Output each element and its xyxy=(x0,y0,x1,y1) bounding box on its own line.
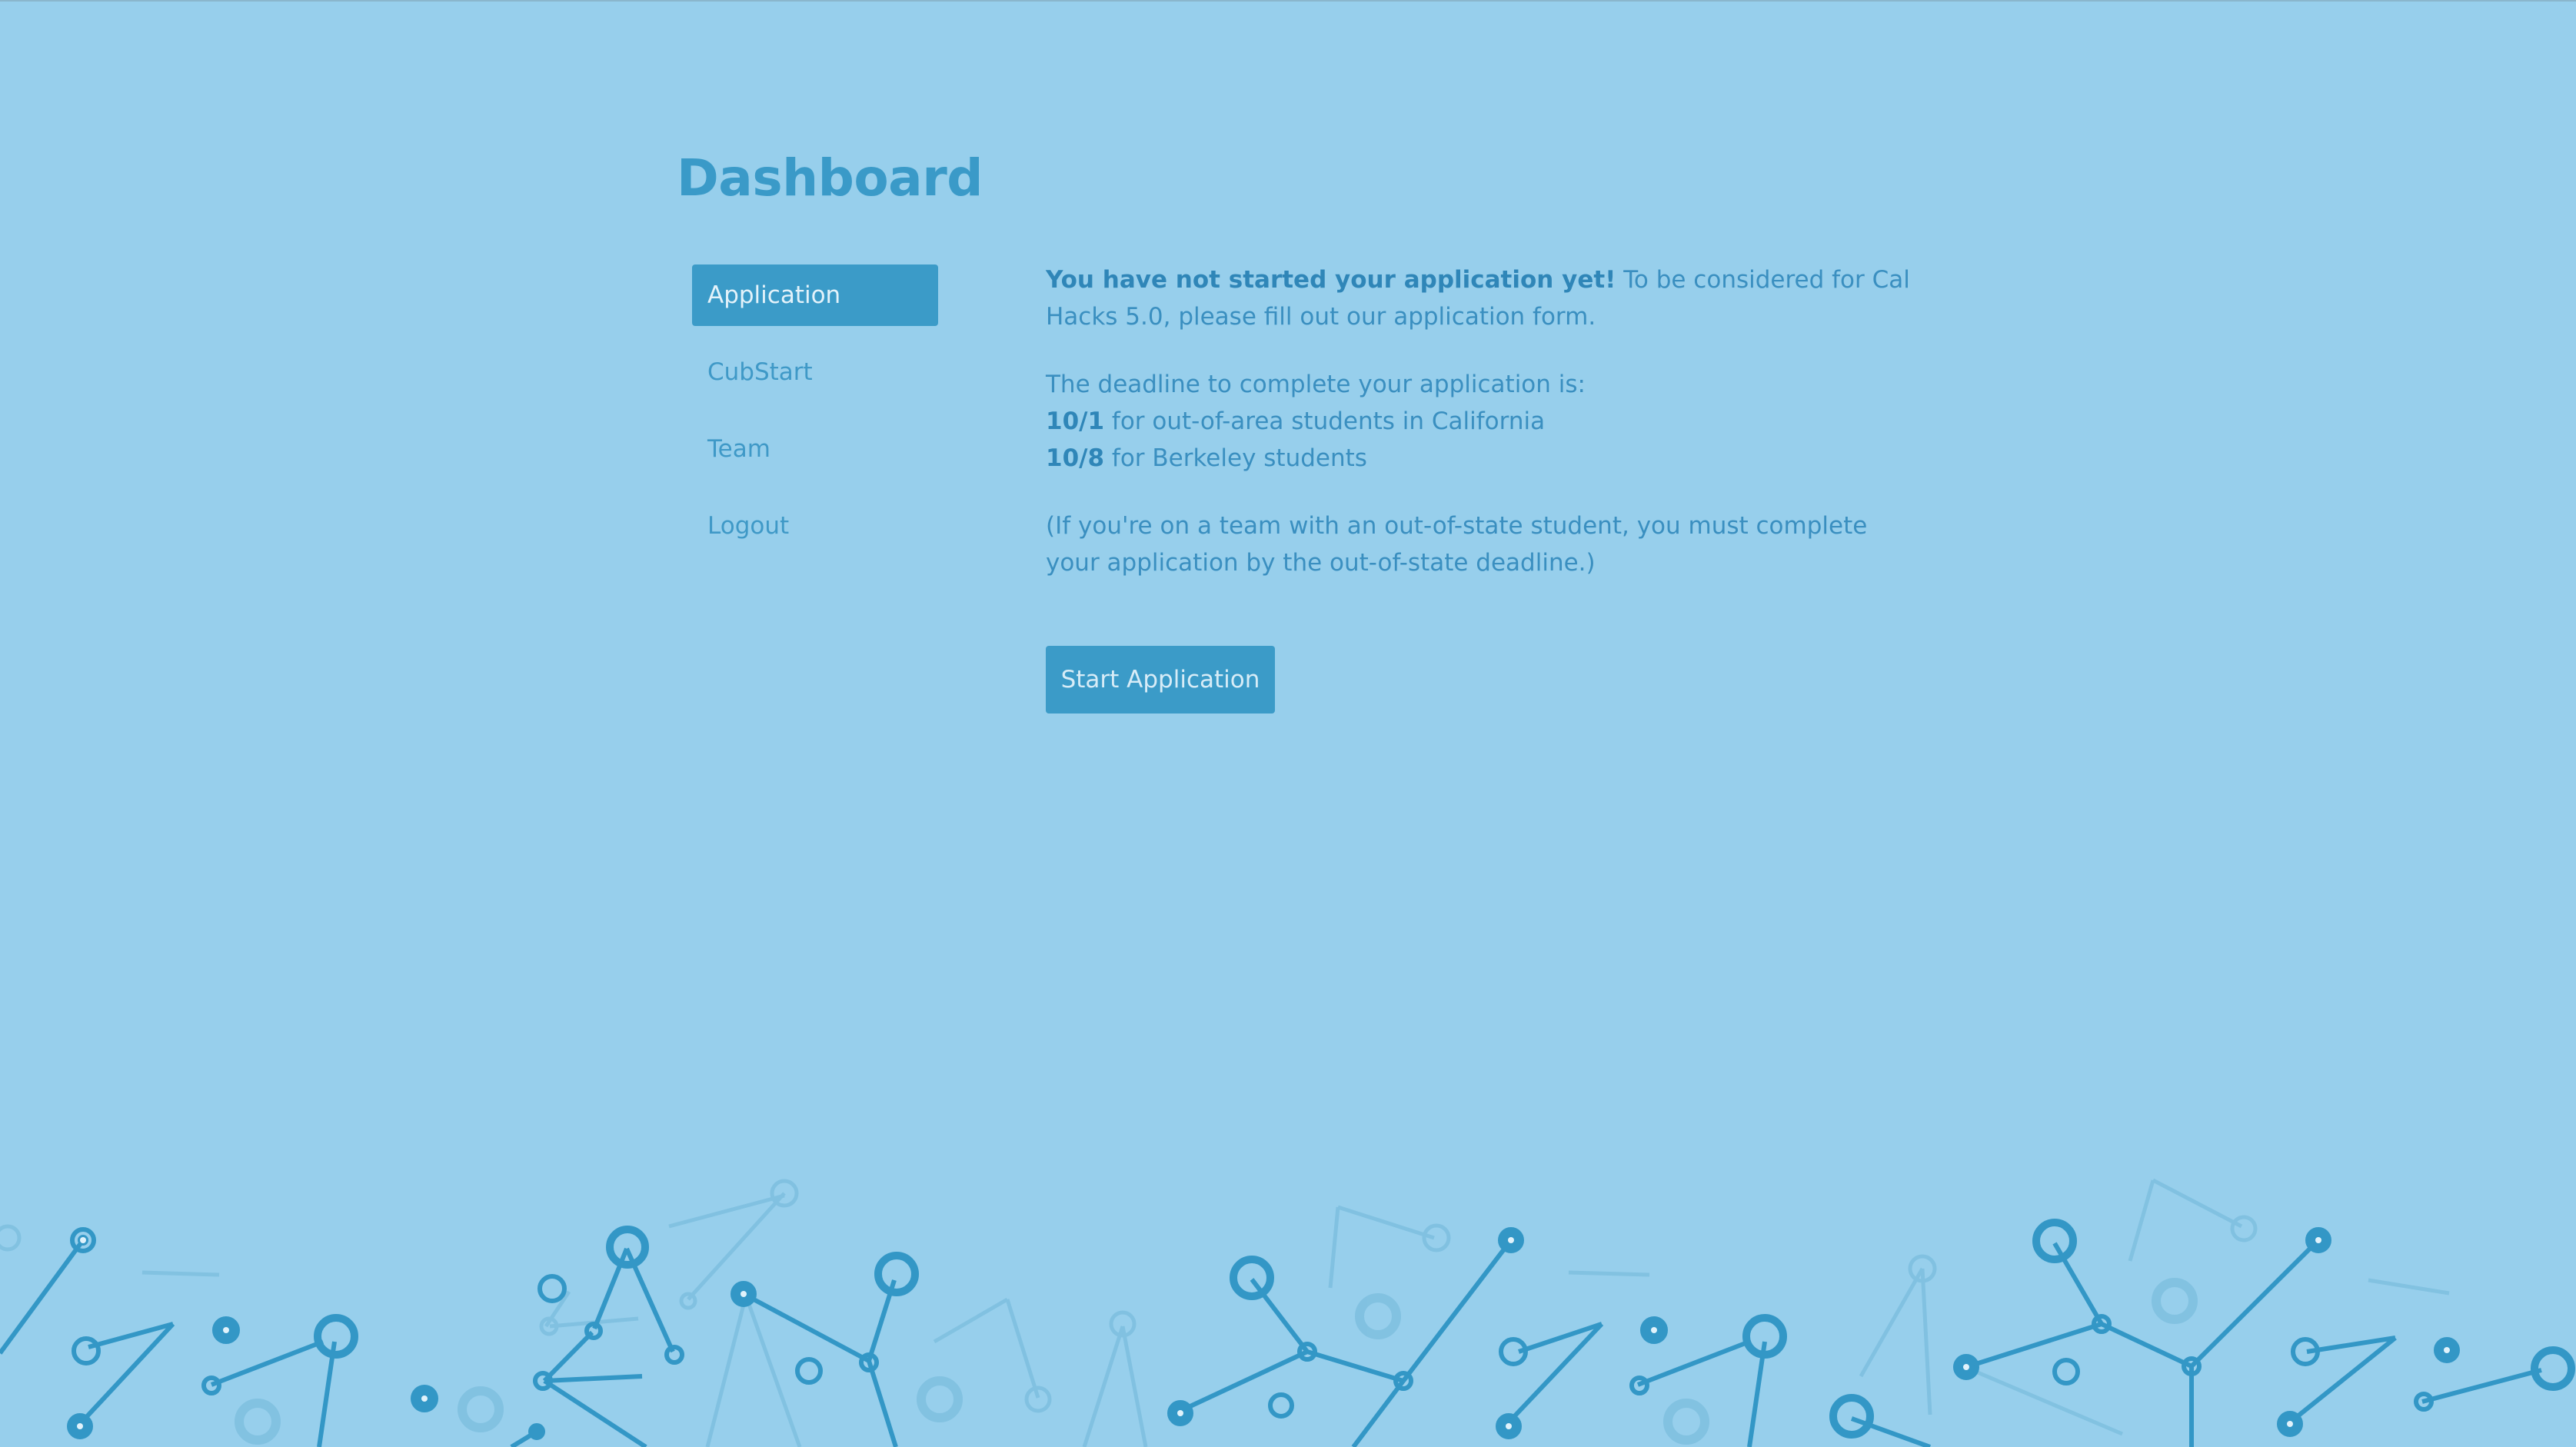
start-application-button[interactable]: Start Application xyxy=(1046,646,1275,714)
sidebar-item-logout[interactable]: Logout xyxy=(707,512,790,540)
sidebar-item-cubstart[interactable]: CubStart xyxy=(707,358,813,386)
page-title: Dashboard xyxy=(677,148,983,208)
deadline-1-text: for out-of-area students in California xyxy=(1104,407,1546,435)
status-notice-bold: You have not started your application yet! xyxy=(1046,266,1616,294)
deadline-1-date: 10/1 xyxy=(1046,407,1105,435)
sidebar-item-team[interactable]: Team xyxy=(707,435,770,463)
status-notice xyxy=(1046,261,1915,335)
top-border xyxy=(0,0,2576,2)
sidebar-item-application[interactable]: Application xyxy=(692,264,938,326)
application-status-panel xyxy=(1046,261,1915,612)
deadline-2-text: for Berkeley students xyxy=(1104,444,1367,472)
deadline-2-date: 10/8 xyxy=(1046,444,1105,472)
deadline-info xyxy=(1046,366,1915,477)
status-notice-text: To be considered for Cal Hacks 5.0, please fill out our application form. xyxy=(1046,266,1910,331)
network-pattern-decoration xyxy=(0,1153,2576,1447)
team-note: (If you're on a team with an out-of-state student, you must complete your application by the out-of-state deadline.) xyxy=(1046,512,1868,577)
deadline-intro: The deadline to complete your application is: xyxy=(1046,371,1586,398)
sidebar-nav xyxy=(692,264,938,572)
